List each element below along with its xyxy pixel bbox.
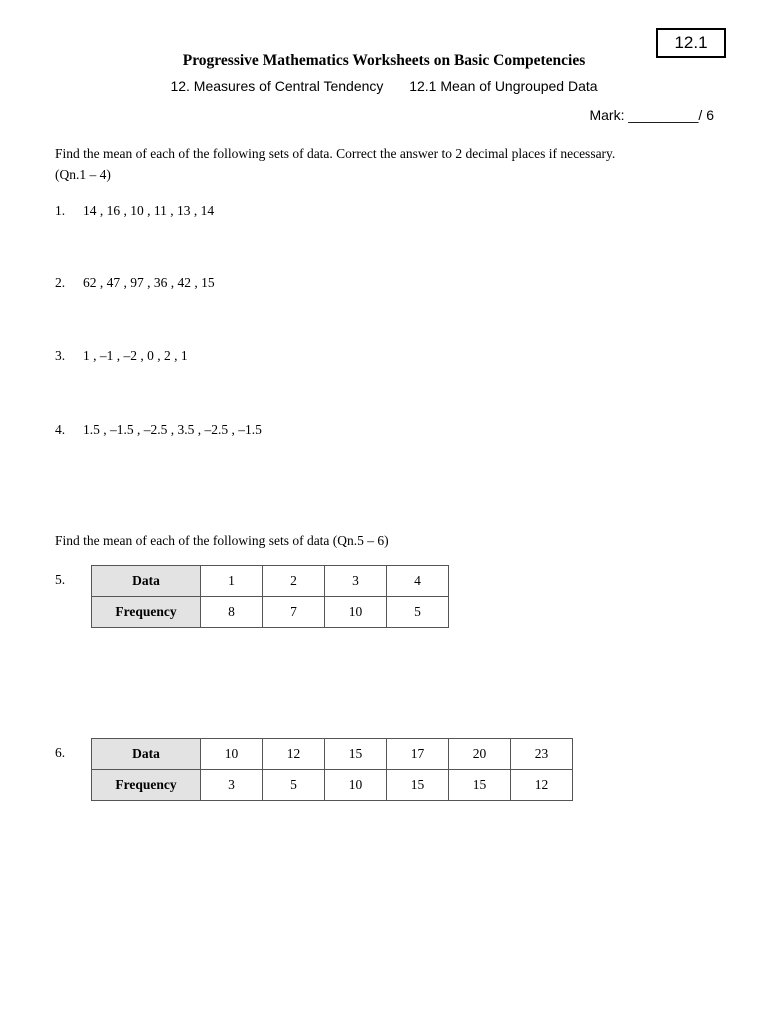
question-data: 1.5 , –1.5 , –2.5 , 3.5 , –2.5 , –1.5 <box>83 422 262 437</box>
data-cell: 15 <box>325 739 387 770</box>
worksheet-subtitle <box>0 78 768 94</box>
table-row-data <box>92 566 449 597</box>
question-data: 1 , –1 , –2 , 0 , 2 , 1 <box>83 348 188 363</box>
data-cell: 2 <box>263 566 325 597</box>
frequency-cell: 10 <box>325 597 387 628</box>
data-cell: 23 <box>511 739 573 770</box>
row-label: Frequency <box>92 597 201 628</box>
question-number: 6. <box>55 745 66 760</box>
data-cell: 10 <box>201 739 263 770</box>
data-cell: 12 <box>263 739 325 770</box>
data-cell: 3 <box>325 566 387 597</box>
table-row-frequency <box>92 597 449 628</box>
data-cell: 17 <box>387 739 449 770</box>
question-number: 5. <box>55 572 66 587</box>
data-cell: 1 <box>201 566 263 597</box>
section1-instruction <box>55 143 735 185</box>
question-data: 62 , 47 , 97 , 36 , 42 , 15 <box>83 275 215 290</box>
frequency-cell: 15 <box>387 770 449 801</box>
row-label: Frequency <box>92 770 201 801</box>
row-label: Data <box>92 739 201 770</box>
instruction-line-1: Find the mean of each of the following sets of data. Correct the answer to 2 decimal places if necessary. <box>55 146 616 161</box>
frequency-cell: 3 <box>201 770 263 801</box>
question-number: 1. <box>55 203 66 218</box>
table-row-data <box>92 739 573 770</box>
row-label: Data <box>92 566 201 597</box>
mark-field: Mark: _________/ 6 <box>589 107 714 123</box>
section2-instruction: Find the mean of each of the following sets of data (Qn.5 – 6) <box>55 533 389 548</box>
frequency-cell: 8 <box>201 597 263 628</box>
question-number: 2. <box>55 275 66 290</box>
data-cell: 4 <box>387 566 449 597</box>
table-row-frequency <box>92 770 573 801</box>
question-data: 14 , 16 , 10 , 11 , 13 , 14 <box>83 203 215 218</box>
data-cell: 20 <box>449 739 511 770</box>
worksheet-title: Progressive Mathematics Worksheets on Basic Competencies <box>182 52 586 69</box>
frequency-cell: 12 <box>511 770 573 801</box>
topic-label: 12. Measures of Central Tendency <box>170 78 384 94</box>
frequency-cell: 5 <box>263 770 325 801</box>
instruction-line-2: (Qn.1 – 4) <box>55 167 111 182</box>
frequency-table-q6 <box>91 738 573 801</box>
question-number: 4. <box>55 422 66 437</box>
worksheet-code-box: 12.1 <box>656 28 726 58</box>
frequency-cell: 7 <box>263 597 325 628</box>
frequency-table-q5 <box>91 565 449 628</box>
question-number: 3. <box>55 348 66 363</box>
frequency-cell: 10 <box>325 770 387 801</box>
frequency-cell: 15 <box>449 770 511 801</box>
subtopic-label: 12.1 Mean of Ungrouped Data <box>409 78 598 94</box>
frequency-cell: 5 <box>387 597 449 628</box>
